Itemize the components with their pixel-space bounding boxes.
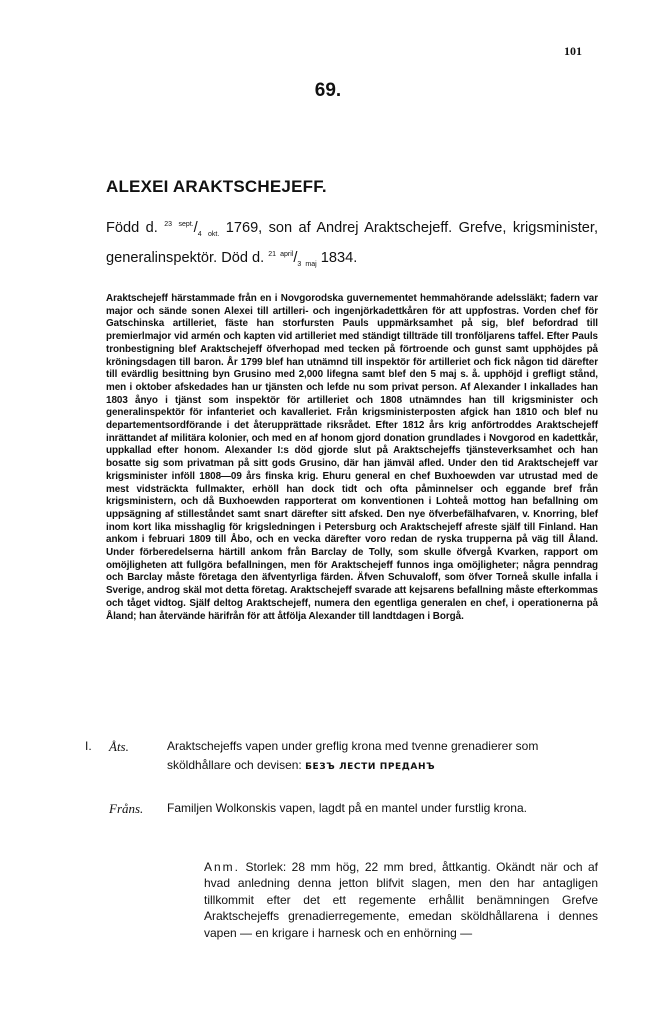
obverse-description bbox=[167, 737, 598, 777]
born-month-old: sept. bbox=[178, 221, 194, 228]
died-separator: / bbox=[293, 249, 298, 266]
reverse-spacer bbox=[85, 799, 109, 818]
annotation-note bbox=[204, 859, 598, 941]
reverse-text: Familjen Wolkonskis vapen, lagdt på en mantel under furstlig krona. bbox=[167, 801, 527, 815]
born-separator: / bbox=[193, 219, 198, 236]
medal-obverse bbox=[85, 737, 598, 777]
note-label: Anm. bbox=[204, 860, 241, 874]
note-text: Storlek: 28 mm hög, 22 mm bred, åttkantig. Okändt när och af hvad anledning denna jetton blifvit slagen, men den har antagligen tillkommit efter det ett regemente erhållit benämningen Grefve Araktschejeffs grenadierregemente, emedan sköldhållarena i dennes vapen — en krigare i harnesk och en enhörning — bbox=[204, 860, 599, 940]
died-day-new: 3 bbox=[297, 260, 302, 268]
entry-title: ALEXEI ARAKTSCHEJEFF. bbox=[106, 177, 327, 196]
entry-number: 69. bbox=[314, 80, 342, 101]
born-day-new: 4 bbox=[197, 230, 202, 238]
died-month-new: maj bbox=[305, 260, 317, 268]
born-month-new: okt. bbox=[208, 230, 220, 238]
obverse-label: Åts. bbox=[109, 739, 129, 754]
died-month-old: april bbox=[280, 250, 294, 258]
birth-death-line bbox=[106, 215, 598, 275]
biography-paragraph: Araktschejeff härstammade från en i Novgorodska guvernementet hemmahörande adelssläkt; fadern var major och sände sonen Alexei till artilleri- och ingenjörkadettkåren för att uppfostras. Vorden chef för Gatschinska artilleriet, fäste han storfursten Pauls uppmärksamhet på sig, blef befordrad till premierlmajor vid armén och kapten vid artilleriet med ständigt tillträde till tronföljarens taffel. Efter Pauls tronbestigning blef Araktschejeff öfverhopad med tecken på förtroende och gunst samt upphöjdes på kröningsdagen till baron. År 1799 blef han utnämnd till inspektör för artilleriet och fick någon tid därefter till evärdlig besittning byn Grusino med 2,000 lifegna samt blef den 5 maj s. å. upphöjd i grefligt stånd, men i oktober afskedades han ur tjänsten och lefde nu som privat person. Af Alexander I inkallades han 1803 ånyo i tjänst som inspektör för artilleriet och 1808 utnämndes han till krigsminister och generalinspektör för infanteriet och kavalleriet. Från krigsministerposten afgick han 1810 och blef nu departementsordförande i det återupprättade riksrådet. Efter 1812 års krig anförtroddes Araktschejeff inrättandet af militära kolonier, och med en af honom gjord donation grundlades i Novgorod en kadettkår, uppkallad efter honom. Alexander I:s död gjorde slut på Araktschejeffs tjänsteverksamhet och han bosatte sig som privatman på sitt gods Grusino, där han jämväl afled. Under den tid Araktschejeff var krigsminister inföll 1808—09 års finska krig. Ehuru general en chef Buxhoewden var utrustad med de mest vidsträckta fullmakter, erhöll han dock tidt och ofta påminnelser och eggande bref från krigsministern, och då Buxhoewden rapporterat om konventionen i Lohteå mottog han befallning om uppsägning af stilleståndet samt snart därefter sitt afsked. Den nye öfverbefälhafvaren, v. Knorring, blef inom kort lika misshaglig för krigsledningen i Petersburg och Araktschejeff afreste själf till Finland. Han ankom i februari 1809 till Åbo, och en vecka därefter voro redan de ryska trupperna på väg till Åland. Under förberedelserna härtill ankom från Barclay de Tolly, som skulle öfvergå Kvarken, rapport om omöjligheten att fullgöra befallningen, men för Araktschejeff funnos inga omöjligheter; några penndrag och Barclay måste företaga den äfventyrliga färden. Äfven Schuvaloff, som öfver Torneå skulle infalla i Sverige, androg skäl mot detta företag. Araktschejeff svarade att kejsarens befallning måste efterkommas och tåget vidtog. Själf deltog Araktschejeff, numera den egentliga generalen en chef, i operationerna på Åland; han återvände härifrån för att åtfölja Alexander till landtdagen i Borgå. bbox=[106, 293, 598, 622]
medal-number: I. bbox=[85, 739, 92, 753]
obverse-row bbox=[85, 737, 598, 777]
died-day: 21 bbox=[268, 250, 277, 258]
born-day: 23 bbox=[164, 221, 173, 228]
born-prefix: Född d. bbox=[106, 219, 158, 236]
reverse-row bbox=[85, 799, 598, 818]
medal-reverse bbox=[85, 799, 598, 818]
reverse-label: Fråns. bbox=[109, 801, 144, 816]
page-number: 101 bbox=[564, 44, 582, 58]
obverse-text: Araktschejeffs vapen under greflig krona med tvenne grenadierer som sköldhållare och devisen: bbox=[167, 739, 539, 772]
born-rest: 1769, son af Andrej Araktschejeff. Grefve, krigsminister, generalinspektör. Död d. bbox=[106, 219, 599, 266]
died-year: 1834. bbox=[320, 249, 358, 266]
obverse-legend: БЕЗЪ ЛЕСТИ ПРЕДАНЪ bbox=[305, 762, 436, 772]
